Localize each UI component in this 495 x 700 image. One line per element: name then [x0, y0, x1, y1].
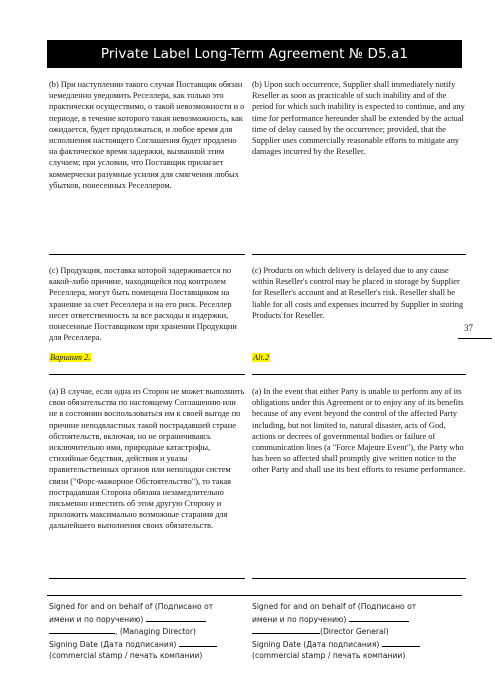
russian-clause-b: (b) При наступлении такого случая Поставщик обязан немедленно уведомить Реселлера, как только это практически осуществимо, о такой невозможности и о периоде, в течение которого такая невозможность, как ожидается, будет продолжаться, и любое время для исполнения настоящего Соглашения будет продлено на фактическое время задержки, вызванной этим случаем; при условии, что Поставщик прилагает коммерчески разумные усилия для смягчения любых убытков, понесенных Реселлером. [49, 80, 245, 190]
english-clause-a: (a) In the event that either Party is unable to perform any of its obligations under this Agreement or to enjoy any of its benefits because of any event beyond the control of the affected Party including, but not limited to, natural disaster, acts of God, actions or decrees of governmental bodies or failure of communication lines (a "Force Majeure Event"), the Party who has been so affected shall promptly give written notice to the other Party and shall use its best efforts to resume performance. [252, 387, 466, 475]
sig-left-signer-blank[interactable] [49, 625, 115, 634]
page-number-rule [458, 338, 492, 339]
document-title: Private Label Long-Term Agreement № D5.a1 [100, 46, 409, 62]
sig-left-name-blank[interactable] [146, 613, 206, 622]
sig-right-date-blank[interactable] [382, 638, 420, 647]
sig-right-line1: Signed for and on behalf of (Подписано от [252, 602, 417, 611]
divider-ru-3 [49, 578, 245, 579]
divider-ru-1 [49, 254, 245, 255]
sig-left-line4: Signing Date (Дата подписания) [49, 638, 245, 650]
russian-clause-a: (а) В случае, если одна из Сторон не может выполнить свои обязательства по настоящему Соглашению или не в состоянии воспользоваться им к своей выгоде по причине неподвластных такой пострадавшей стране обстоятельств, включая, но не ограничиваясь исключительно ими, природные катастрофы, стихийные бедствия, действия и указы правительственных органов или неполадки систем связи ("Форс-мажорное Обстоятельство"), то такая пострадавшая Сторона обязана незамедлительно письменно известить об этом другую Сторону и приложить максимально возможные старания для дальнейшего выполнения своих обязательств. [49, 387, 245, 531]
divider-ru-2 [49, 374, 245, 375]
sig-right-line4: Signing Date (Дата подписания) [252, 638, 466, 650]
english-clause-c: (c) Products on which delivery is delayed due to any cause within Reseller's control may be placed in storage by Supplier for Reseller's account and at Reseller's risk. Reseller shall be liable for all costs and expenses incurred by Supplier in storing Products for Reseller. [252, 266, 464, 320]
english-variant-label [252, 352, 466, 363]
sig-left-line3: , (Managing Director) [49, 625, 245, 637]
russian-clause-c: (с) Продукция, поставка которой задерживается по какой-либо причине, находящейся под контролем Реселлера, могут быть помещена Поставщиком на хранение за счет Реселлера и на его риск. Реселлер несет ответственность за все расходы и издержки, понесенные Поставщиком при хранении Продукции для Реселлера. [49, 266, 237, 343]
sig-right-line3: (Director General) [252, 625, 466, 637]
divider-en-1 [252, 254, 466, 255]
divider-en-3 [252, 578, 466, 579]
sig-left-line2: имени и по поручению) [49, 613, 245, 625]
english-clause-b: (b) Upon such occurrence, Supplier shall immediately notify Reseller as soon as practicable of such inability and of the period for which such inability is expected to continue, and any time for performance hereunder shall be extended by the actual time of delay caused by the occurrence; provided, that the Supplier uses commercially reasonable efforts to mitigate any damages incurred by the Reseller. [252, 80, 465, 157]
variant-highlight: Alt.2 [253, 353, 270, 362]
divider-en-2 [252, 374, 466, 375]
sig-left-date-blank[interactable] [179, 638, 217, 647]
sig-left-line5: (commercial stamp / печать компании) [49, 650, 203, 660]
sig-right-line2: имени и по поручению) [252, 613, 466, 625]
document-title-bar [47, 40, 462, 68]
russian-variant-label [49, 352, 245, 363]
russian-column [49, 79, 245, 579]
english-column [252, 79, 466, 579]
page-number: 37 [464, 323, 473, 333]
signature-block-right [252, 601, 466, 662]
sig-left-line1: Signed for and on behalf of (Подписано от [49, 602, 214, 611]
sig-right-name-blank[interactable] [349, 613, 409, 622]
sig-right-line5: (commercial stamp / печать компании) [252, 650, 406, 660]
signature-block-left [49, 601, 245, 662]
variant-highlight: Вариант 2. [50, 353, 91, 362]
signature-top-rule [47, 595, 462, 596]
sig-right-signer-blank[interactable] [252, 625, 320, 634]
